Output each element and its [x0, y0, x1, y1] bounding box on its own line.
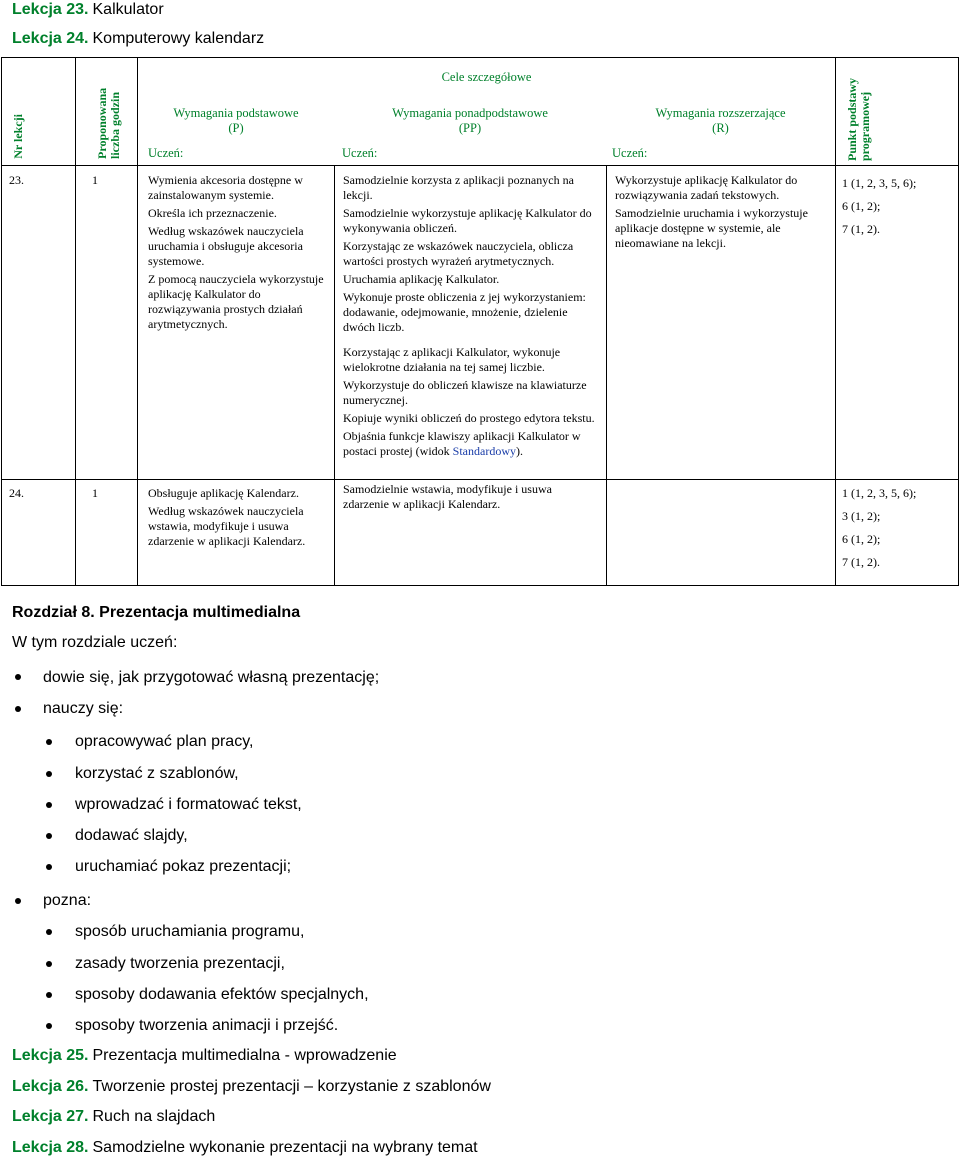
bullet-icon [46, 739, 52, 745]
row-nr: 23. [2, 166, 76, 480]
bullet-icon [46, 992, 52, 998]
row-basic: Obsługuje aplikację Kalendarz. Według wskazówek nauczyciela wstawia, modyfikuje i usuwa zdarzenie w aplikacji Kalendarz. [138, 480, 335, 586]
bullet-icon [46, 864, 52, 870]
lesson-label: Lekcja 25. [12, 1047, 89, 1064]
header-goals [138, 58, 836, 166]
bullet-icon [15, 674, 21, 680]
lesson-title: Prezentacja multimedialna - wprowadzenie [92, 1047, 397, 1064]
student-label: Uczeń: [342, 146, 378, 160]
bullet-icon [46, 833, 52, 839]
row-curriculum: 1 (1, 2, 3, 5, 6); 6 (1, 2); 7 (1, 2). [836, 166, 959, 480]
lesson-heading [12, 1077, 491, 1096]
list-item: dodawać slajdy, [75, 827, 188, 844]
bullet-icon [15, 706, 21, 712]
list-item: korzystać z szablonów, [75, 765, 239, 782]
header-nr: Nr lekcji [2, 58, 76, 166]
row-extended: Wykorzystuje aplikację Kalkulator do rozwiązywania zadań tekstowych. Samodzielnie uruchamia i wykorzystuje aplikacje dostępne w systemie, ale nieomawiane na lekcji. [607, 166, 836, 480]
chapter-label: Rozdział 8. [12, 604, 95, 621]
lesson-title: Tworzenie prostej prezentacji – korzystanie z szablonów [92, 1078, 491, 1095]
header-hours: Proponowana liczba godzin [76, 58, 138, 166]
list-item: nauczy się: [43, 700, 124, 717]
list-item: dowie się, jak przygotować własną prezentację; [43, 669, 380, 686]
list-item: opracowywać plan pracy, [75, 733, 254, 750]
list-item: pozna: [43, 892, 92, 909]
chapter-intro: W tym rozdziale uczeń: [12, 634, 178, 651]
lesson-heading [12, 0, 164, 19]
row-advanced: Samodzielnie wstawia, modyfikuje i usuwa zdarzenie w aplikacji Kalendarz. [335, 480, 607, 586]
student-label: Uczeń: [612, 146, 648, 160]
lesson-heading [12, 1046, 397, 1065]
row-curriculum: 1 (1, 2, 3, 5, 6); 3 (1, 2); 6 (1, 2); 7 (1, 2). [836, 480, 959, 586]
bullet-icon [46, 771, 52, 777]
list-item: sposób uruchamiania programu, [75, 923, 305, 940]
row-hours: 1 [76, 480, 138, 586]
lesson-label: Lekcja 28. [12, 1139, 89, 1156]
lesson-heading [12, 1107, 215, 1126]
lesson-title: Komputerowy kalendarz [92, 30, 265, 47]
chapter-heading [12, 603, 300, 623]
list-item: wprowadzać i formatować tekst, [75, 796, 302, 813]
bullet-icon [46, 929, 52, 935]
chapter-title: Prezentacja multimedialna [99, 604, 301, 621]
table-row [2, 480, 959, 586]
extended-header: Wymagania rozszerzające (R) [655, 106, 786, 135]
bullet-icon [15, 898, 21, 904]
bullet-icon [46, 802, 52, 808]
lesson-label: Lekcja 23. [12, 1, 89, 18]
table-row [2, 166, 959, 480]
lesson-label: Lekcja 26. [12, 1078, 89, 1095]
requirements-table [1, 57, 959, 586]
basic-header: Wymagania podstawowe (P) [173, 106, 299, 135]
lesson-title: Samodzielne wykonanie prezentacji na wybrany temat [92, 1139, 478, 1156]
lesson-heading [12, 1138, 478, 1157]
list-item: uruchamiać pokaz prezentacji; [75, 858, 292, 875]
lesson-label: Lekcja 27. [12, 1108, 89, 1125]
list-item: sposoby tworzenia animacji i przejść. [75, 1017, 339, 1034]
row-basic: Wymienia akcesoria dostępne w zainstalowanym systemie. Określa ich przeznaczenie. Według wskazówek nauczyciela uruchamia i obsługuje akcesoria systemowe. Z pomocą nauczyciela wykorzystuje aplikację Kalkulator do rozwiązywania prostych działań arytmetycznych. [138, 166, 335, 480]
lesson-title: Kalkulator [92, 1, 164, 18]
lesson-label: Lekcja 24. [12, 30, 89, 47]
table-header-row [2, 58, 959, 166]
lesson-heading [12, 29, 264, 48]
goals-title: Cele szczegółowe [441, 70, 532, 84]
lesson-title: Ruch na slajdach [92, 1108, 216, 1125]
student-label: Uczeń: [148, 146, 184, 160]
row-nr: 24. [2, 480, 76, 586]
row-advanced: Samodzielnie korzysta z aplikacji poznanych na lekcji. Samodzielnie wykorzystuje aplikację Kalkulator do wykonywania obliczeń. Korzystając ze wskazówek nauczyciela, oblicza wartości prostych wyrażeń arytmetycznych. Uruchamia aplikację Kalkulator. Wykonuje proste obliczenia z jej wykorzystaniem: dodawanie, odejmowanie, mnożenie, dzielenie dwóch liczb. Korzystając z aplikacji Kalkulator, wykonuje wielokrotne działania na tej samej liczbie. Wykorzystuje do obliczeń klawisze na klawiaturze numerycznej. Kopiuje wyniki obliczeń do prostego edytora tekstu. Objaśnia funkcje klawiszy aplikacji Kalkulator w postaci prostej (widok Standardowy). [335, 166, 607, 480]
header-curriculum: Punkt podstawy programowej [836, 58, 959, 166]
bullet-icon [46, 1023, 52, 1029]
row-hours: 1 [76, 166, 138, 480]
row-extended [607, 480, 836, 586]
standard-view-term: Standardowy [452, 444, 516, 458]
list-item: zasady tworzenia prezentacji, [75, 955, 285, 972]
bullet-icon [46, 961, 52, 967]
list-item: sposoby dodawania efektów specjalnych, [75, 986, 369, 1003]
advanced-header: Wymagania ponadpodstawowe (PP) [392, 106, 548, 135]
